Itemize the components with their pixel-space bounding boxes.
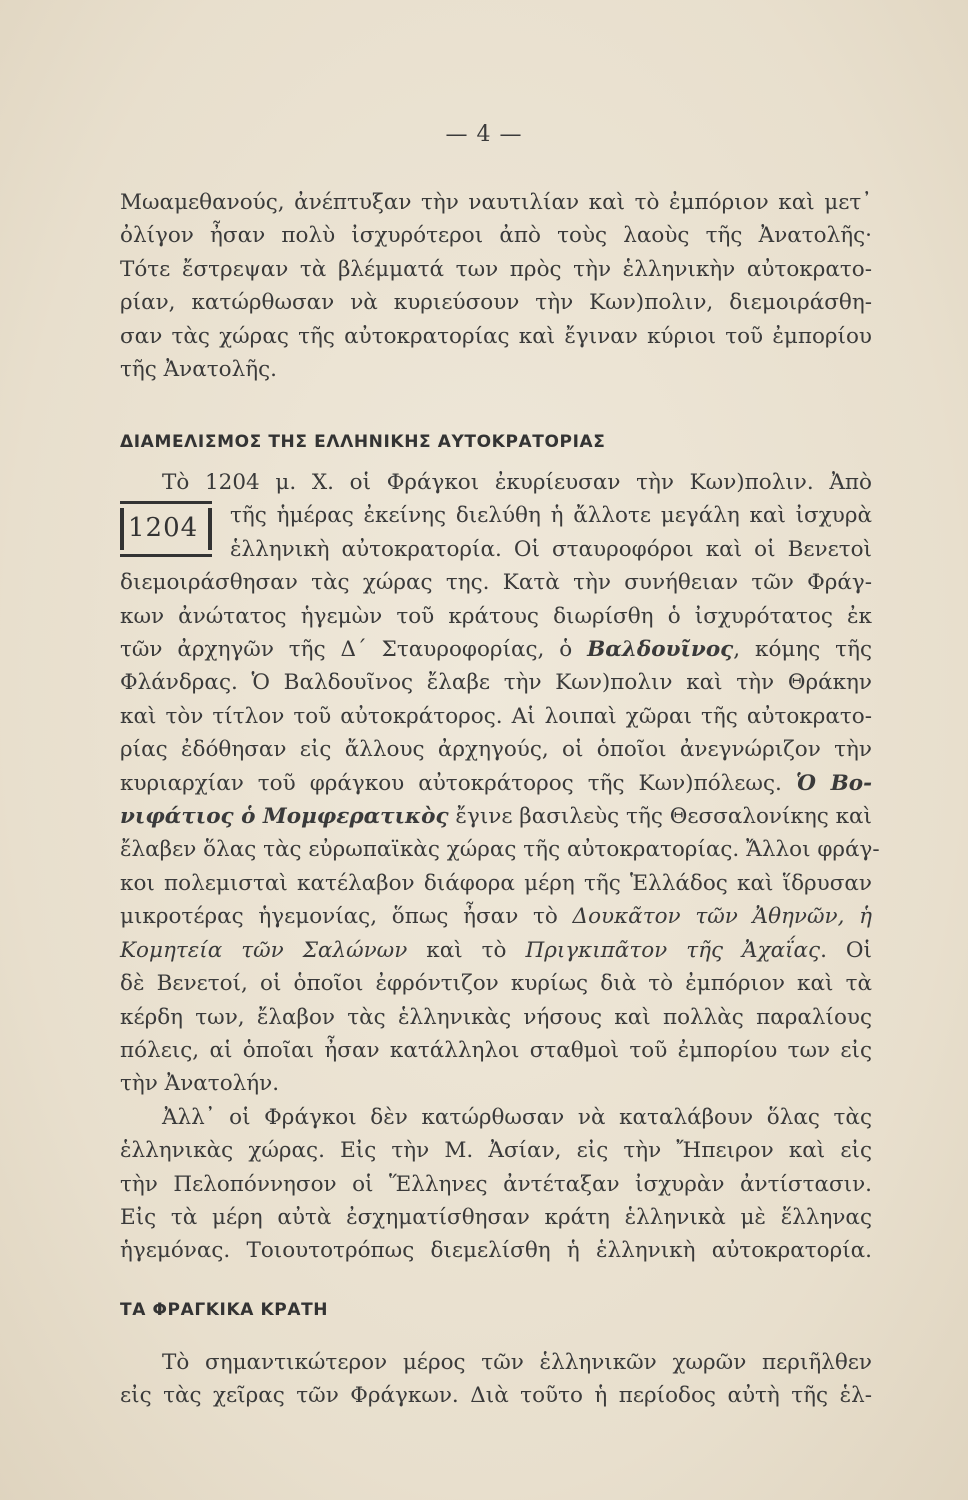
text-line (120, 633, 872, 666)
principality-of-achaea: Πριγκιπᾶτον τῆς Ἀχαΐας (525, 937, 821, 963)
text-line: ὀλίγον ἦσαν πολὺ ἰσχυρότεροι ἀπὸ τοὺς λαοὺς τῆς Ἀνατολῆς· (120, 223, 872, 249)
text-line: κέρδη των, ἔλαβον τὰς ἑλληνικὰς νήσους καὶ πολλὰς παραλίους (120, 1004, 872, 1030)
text-line: δὲ Βενετοί, οἱ ὁποῖοι ἐφρόντιζον κυρίως διὰ τὸ ἐμπόριον καὶ τὰ (120, 971, 872, 997)
text-line: καὶ τὸν τίτλον τοῦ αὐτοκράτορος. Αἱ λοιπαὶ χῶραι τῆς αὐτοκρατο- (120, 703, 872, 729)
text-run: μικροτέρας ἡγεμονίας, ὅπως ἦσαν τὸ (120, 904, 573, 930)
section-heading-dismemberment: ΔΙΑΜΕΛΙΣΜΟΣ ΤΗΣ ΕΛΛΗΝΙΚΗΣ ΑΥΤΟΚΡΑΤΟΡΙΑΣ (120, 432, 606, 452)
text-line (120, 767, 872, 800)
text-line: Τὸ 1204 μ. Χ. οἱ Φράγκοι ἐκυρίευσαν τὴν Κων)πολιν. Ἀπὸ (162, 470, 872, 495)
year-marker-box (120, 501, 212, 557)
text-line: ἔλαβεν ὅλας τὰς εὐρωπαϊκὰς χώρας τῆς αὐτοκρατορίας. Ἄλλοι φράγ- (120, 837, 880, 863)
text-line: ἡγεμόνας. Τοιουτοτρόπως διεμελίσθη ἡ ἑλληνικὴ αὐτοκρατορία. (120, 1238, 872, 1264)
name-boniface-cont: νιφάτιος ὁ Μομφερατικὸς (120, 804, 449, 830)
text-line: πόλεις, αἱ ὁποῖαι ἦσαν κατάλληλοι σταθμοὶ τοῦ ἐμπορίου των εἰς (120, 1037, 872, 1063)
text-run: τῶν ἀρχηγῶν τῆς Δ΄ Σταυροφορίας, ὁ (120, 637, 588, 663)
page-number: — 4 — (445, 122, 523, 147)
text-line: κων ἀνώτατος ἡγεμὼν τοῦ κράτους διωρίσθη ὁ ἰσχυρότατος ἐκ (120, 603, 872, 629)
text-run: , κόμης τῆς (733, 637, 872, 663)
text-line: ἑλληνικὰς χώρας. Εἰς τὴν Μ. Ἀσίαν, εἰς τὴν Ἤπειρον καὶ εἰς (120, 1138, 872, 1164)
text-line: Τότε ἔστρεψαν τὰ βλέμματά των πρὸς τὴν ἑλληνικὴν αὐτοκρατο- (120, 256, 872, 282)
text-run: ἔγινε βασιλεὺς τῆς Θεσσαλονίκης καὶ (448, 804, 872, 830)
text-line: ρίας ἐδόθησαν εἰς ἄλλους ἀρχηγούς, οἱ ὁποῖοι ἀνεγνώριζον τὴν (120, 737, 872, 763)
text-line: Ἀλλ᾽ οἱ Φράγκοι δὲν κατώρθωσαν νὰ καταλάβουν ὅλας τὰς (162, 1104, 872, 1130)
text-line: Εἰς τὰ μέρη αὐτὰ ἐσχηματίσθησαν κράτη ἑλληνικὰ μὲ ἕλληνας (120, 1204, 872, 1230)
text-line: εἰς τὰς χεῖρας τῶν Φράγκων. Διὰ τοῦτο ἡ περίοδος αὐτὴ τῆς ἑλ- (120, 1383, 872, 1409)
text-line: κοι πολεμισταὶ κατέλαβον διάφορα μέρη τῆς Ἑλλάδος καὶ ἵδρυσαν (120, 870, 872, 896)
text-line: τῆς Ἀνατολῆς. (120, 357, 277, 383)
paragraph-1204 (120, 466, 880, 1268)
text-line: διεμοιράσθησαν τὰς χώρας της. Κατὰ τὴν συνήθειαν τῶν Φράγ- (120, 570, 872, 596)
text-run: καὶ τὸ (407, 937, 526, 963)
text-line: σαν τὰς χώρας τῆς αὐτοκρατορίας καὶ ἔγιναν κύριοι τοῦ ἐμπορίου (120, 323, 872, 349)
text-line: τὴν Πελοπόννησον οἱ Ἕλληνες ἀντέταξαν ἰσχυρὰν ἀντίστασιν. (120, 1171, 872, 1197)
text-line: Μωαμεθανούς, ἀνέπτυξαν τὴν ναυτιλίαν καὶ τὸ ἐμπόριον καὶ μετ᾽ (120, 190, 872, 215)
text-line (120, 934, 872, 967)
text-line: τῆς ἡμέρας ἐκείνης διελύθη ἡ ἄλλοτε μεγάλη καὶ ἰσχυρὰ (230, 503, 872, 529)
name-boniface: Ὁ Βο- (795, 770, 873, 796)
section-heading-frankish-states: ΤΑ ΦΡΑΓΚΙΚΑ ΚΡΑΤΗ (120, 1300, 329, 1320)
duchy-of-athens: Δουκᾶτον τῶν Ἀθηνῶν, ἡ (572, 904, 872, 930)
text-line: Τὸ σημαντικώτερον μέρος τῶν ἑλληνικῶν χωρῶν περιῆλθεν (162, 1350, 872, 1375)
paragraph-frankish (120, 1346, 872, 1413)
text-line (120, 800, 872, 833)
text-line: Φλάνδρας. Ὁ Βαλδουῖνος ἔλαβε τὴν Κων)πολιν καὶ τὴν Θράκην (120, 670, 872, 696)
text-line: τὴν Ἀνατολήν. (120, 1071, 280, 1097)
text-line: ἑλληνικὴ αὐτοκρατορία. Οἱ σταυροφόροι καὶ οἱ Βενετοὶ (230, 536, 872, 562)
year-marker-block (120, 499, 872, 566)
text-line (120, 900, 872, 933)
text-run: . Οἱ (820, 937, 872, 963)
year-marker-label: 1204 (128, 513, 199, 544)
county-of-salona: Κομητεία τῶν Σαλώνων (120, 937, 408, 963)
name-baldwin: Βαλδουῖνος (587, 637, 734, 663)
text-run: κυριαρχίαν τοῦ φράγκου αὐτοκράτορος τῆς Κων)πόλεως. (120, 770, 796, 796)
text-line: ρίαν, κατώρθωσαν νὰ κυριεύσουν τὴν Κων)πολιν, διεμοιράσθη- (120, 290, 872, 316)
paragraph-intro (120, 186, 872, 386)
